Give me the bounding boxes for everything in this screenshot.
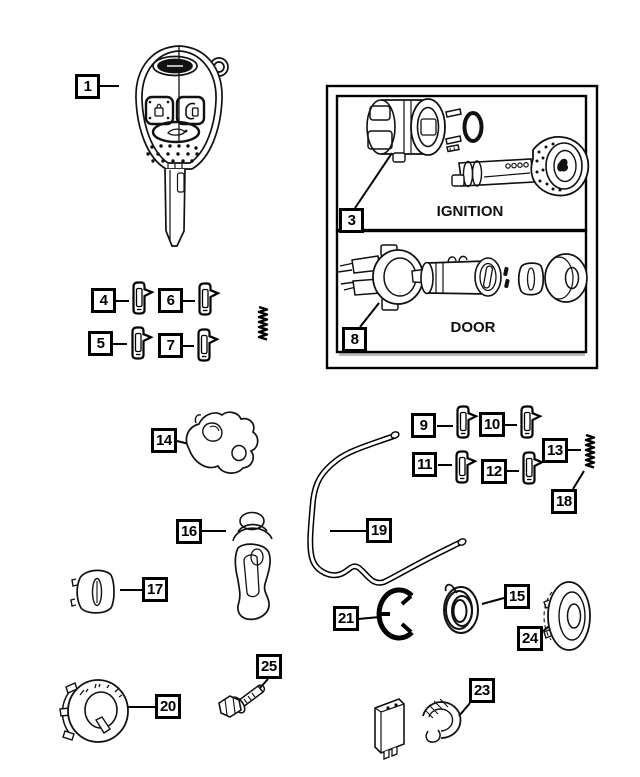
callout-10[interactable]: 10 [479, 412, 505, 437]
lock-lever [186, 412, 257, 473]
callout-17[interactable]: 17 [142, 577, 168, 602]
callout-14[interactable]: 14 [151, 428, 177, 453]
callout-20[interactable]: 20 [155, 694, 181, 719]
callout-12[interactable]: 12 [481, 459, 507, 484]
retainer-pins [446, 109, 461, 152]
callout-23[interactable]: 23 [469, 678, 495, 703]
tumbler-11 [457, 452, 476, 483]
callout-9[interactable]: 9 [411, 413, 436, 438]
door-retainer-clip [338, 245, 423, 310]
door-grommet [545, 254, 587, 302]
lock-rod [310, 431, 467, 583]
callout-4[interactable]: 4 [91, 288, 116, 313]
tumbler-10 [522, 407, 541, 438]
callout-25[interactable]: 25 [256, 654, 282, 679]
tumbler-7 [199, 330, 218, 361]
pad-disc [544, 582, 590, 650]
door-key-cylinder [412, 256, 501, 296]
tumbler-9 [458, 407, 477, 438]
callout-19[interactable]: 19 [366, 518, 392, 543]
callout-16[interactable]: 16 [176, 519, 202, 544]
mounting-bolt [219, 685, 264, 717]
door-tumbler-pins [503, 267, 510, 289]
callout-15[interactable]: 15 [504, 584, 530, 609]
ignition-section-label: IGNITION [436, 203, 504, 220]
tumbler-5 [133, 328, 152, 359]
door-cylinder-cap [519, 263, 544, 295]
door-lock-assembly [338, 245, 587, 310]
callout-11[interactable]: 11 [412, 452, 437, 477]
callout-21[interactable]: 21 [333, 606, 359, 631]
key-blade [165, 169, 185, 246]
callout-3[interactable]: 3 [339, 208, 364, 233]
e-clip [379, 590, 412, 638]
tumbler-spring-upper [259, 307, 267, 340]
callout-13[interactable]: 13 [542, 438, 568, 463]
tumbler-spring-13 [586, 435, 594, 468]
tumbler-4 [134, 283, 153, 314]
o-ring [465, 113, 482, 141]
callout-7[interactable]: 7 [158, 333, 183, 358]
callout-5[interactable]: 5 [88, 331, 113, 356]
ignition-key-cylinder [452, 137, 588, 196]
coil-spring [444, 585, 478, 633]
callout-1[interactable]: 1 [75, 74, 100, 99]
ignition-bezel [60, 680, 128, 742]
remote-key-fob [136, 46, 228, 246]
cylinder-shroud [233, 513, 272, 620]
tumbler-12 [524, 453, 543, 484]
callout-8[interactable]: 8 [342, 327, 367, 352]
callout-6[interactable]: 6 [158, 288, 183, 313]
door-section-label: DOOR [450, 319, 496, 336]
tumbler-6 [200, 284, 219, 315]
callout-18[interactable]: 18 [551, 489, 577, 514]
lock-face-cap [71, 570, 114, 612]
ignition-switch [375, 699, 461, 759]
callout-24[interactable]: 24 [517, 626, 543, 651]
ignition-lock-assembly [367, 99, 588, 196]
